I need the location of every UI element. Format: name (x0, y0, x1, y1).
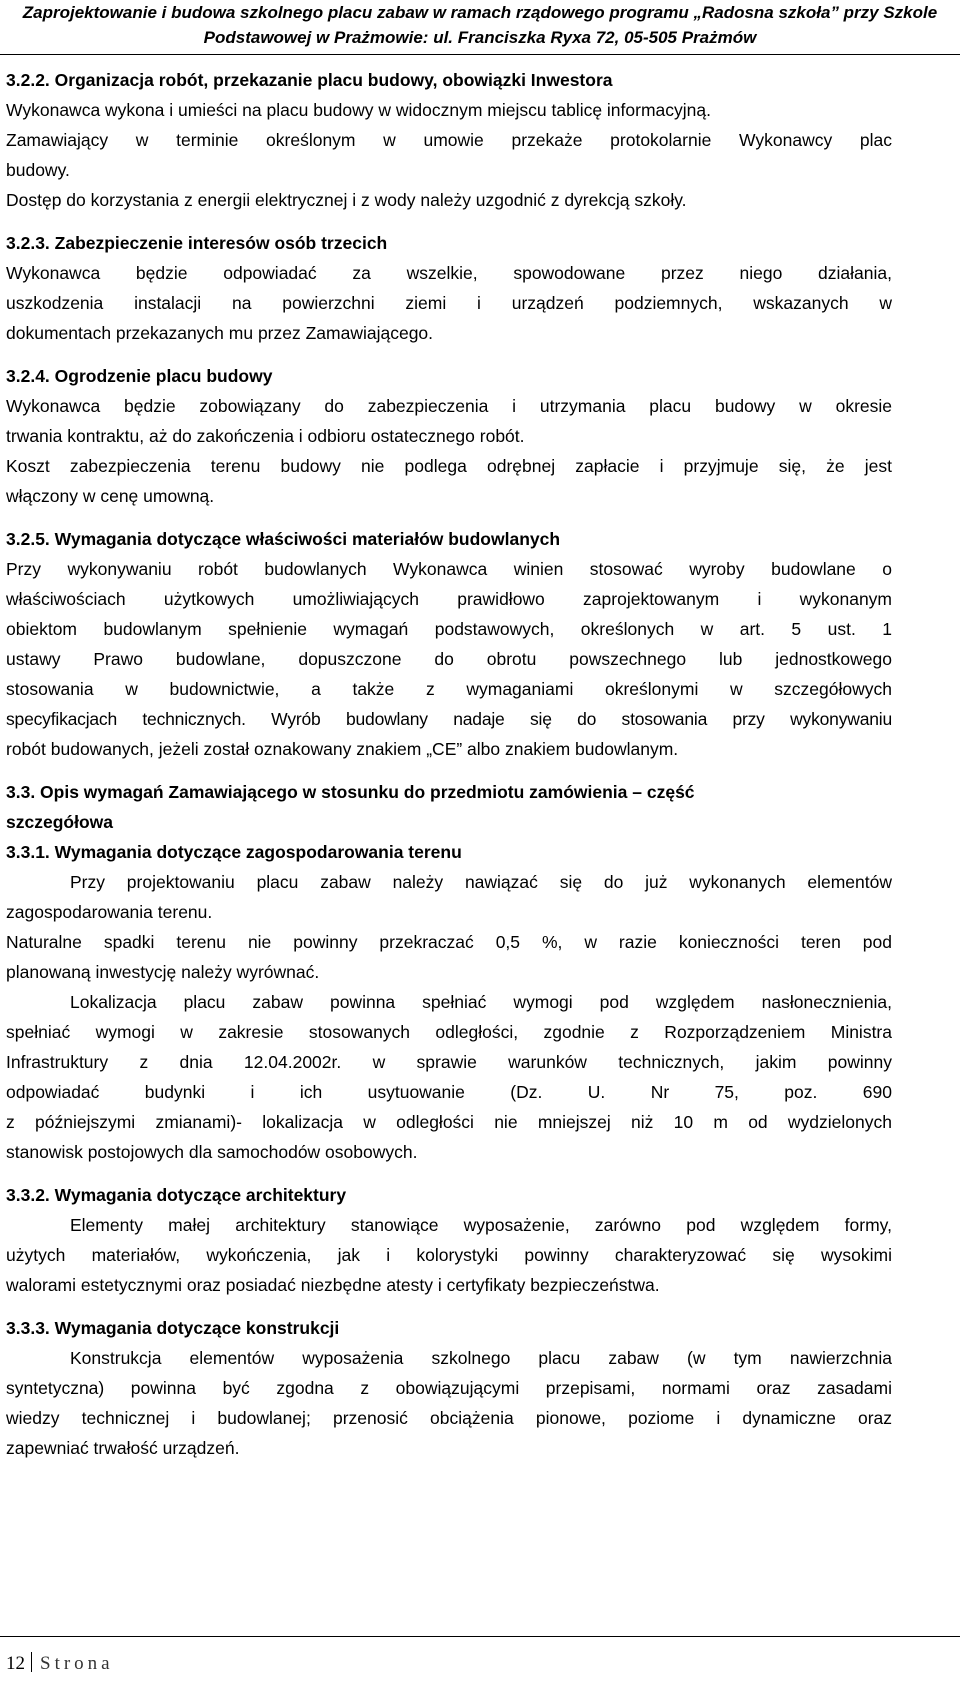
header-divider (0, 54, 960, 55)
paragraph-line: syntetyczna) powinna być zgodna z obowiązującymi przepisami, normami oraz zasadami (6, 1378, 892, 1398)
paragraph-line: z późniejszymi zmianami)- lokalizacja w odległości nie mniejszej niż 10 m od wydzielonych (6, 1112, 892, 1132)
paragraph-line: trwania kontraktu, aż do zakończenia i odbioru ostatecznego robót. (6, 426, 525, 446)
section-heading: 3.3.2. Wymagania dotyczące architektury (6, 1185, 347, 1205)
page-footer (6, 1652, 114, 1676)
section-3-2-2 (6, 65, 892, 215)
section-3-2-3 (6, 228, 892, 348)
paragraph-line: Przy wykonywaniu robót budowlanych Wykonawca winien stosować wyroby budowlane o (6, 559, 892, 579)
page-header (0, 0, 960, 50)
paragraph-line: budowy. (6, 160, 70, 180)
document-body (6, 65, 892, 1463)
paragraph-line: spełniać wymogi w zakresie stosowanych odległości, zgodnie z Rozporządzeniem Ministra (6, 1022, 892, 1042)
section-3-3 (6, 777, 892, 837)
section-heading: 3.3.3. Wymagania dotyczące konstrukcji (6, 1318, 340, 1338)
section-heading: 3.2.2. Organizacja robót, przekazanie placu budowy, obowiązki Inwestora (6, 70, 613, 90)
footer-divider (0, 1636, 960, 1637)
paragraph-line: Lokalizacja placu zabaw powinna spełniać wymogi pod względem nasłonecznienia, (70, 992, 892, 1012)
paragraph-line: użytych materiałów, wykończenia, jak i kolorystyki powinny charakteryzować się wysokimi (6, 1245, 892, 1265)
spacer (6, 1300, 892, 1313)
spacer (6, 764, 892, 777)
header-line: Podstawowej w Prażmowie: ul. Franciszka Ryxa 72, 05-505 Prażmów (203, 28, 757, 47)
paragraph-line: wiedzy technicznej i budowlanej; przenosić obciążenia pionowe, poziome i dynamiczne oraz (6, 1408, 892, 1428)
section-3-3-3 (6, 1313, 892, 1463)
paragraph-line: walorami estetycznymi oraz posiadać niezbędne atesty i certyfikaty bezpieczeństwa. (6, 1275, 660, 1295)
paragraph-line: dokumentach przekazanych mu przez Zamawiającego. (6, 323, 434, 343)
paragraph-line: Wykonawca wykona i umieści na placu budowy w widocznym miejscu tablicę informacyjną. (6, 100, 711, 120)
spacer (6, 215, 892, 228)
page-label: Strona (40, 1653, 114, 1674)
section-heading: 3.2.5. Wymagania dotyczące właściwości materiałów budowlanych (6, 529, 561, 549)
paragraph-line: Wykonawca będzie odpowiadać za wszelkie, spowodowane przez niego działania, (6, 263, 892, 283)
paragraph-line: stanowisk postojowych dla samochodów osobowych. (6, 1142, 418, 1162)
paragraph-line: ustawy Prawo budowlane, dopuszczone do obrotu powszechnego lub jednostkowego (6, 649, 892, 669)
spacer (6, 1167, 892, 1180)
paragraph-line: Konstrukcja elementów wyposażenia szkolnego placu zabaw (w tym nawierzchnia (70, 1348, 892, 1368)
paragraph-line: Dostęp do korzystania z energii elektrycznej i z wody należy uzgodnić z dyrekcją szkoły. (6, 190, 687, 210)
paragraph-line: Elementy małej architektury stanowiące wyposażenie, zarówno pod względem formy, (70, 1215, 892, 1235)
paragraph-line: planowaną inwestycję należy wyrównać. (6, 962, 320, 982)
paragraph-line: Naturalne spadki terenu nie powinny przekraczać 0,5 %, w razie konieczności teren pod (6, 932, 892, 952)
paragraph-line: Koszt zabezpieczenia terenu budowy nie podlega odrębnej zapłacie i przyjmuje się, że jest (6, 456, 892, 476)
paragraph-line: robót budowanych, jeżeli został oznakowany znakiem „CE” albo znakiem budowlanym. (6, 739, 679, 759)
paragraph-line: specyfikacjach technicznych. Wyrób budowlany nadaje się do stosowania przy wykonywaniu (6, 709, 892, 729)
paragraph-line: obiektom budowlanym spełnienie wymagań podstawowych, określonych w art. 5 ust. 1 (6, 619, 892, 639)
spacer (6, 348, 892, 361)
section-heading: 3.2.4. Ogrodzenie placu budowy (6, 366, 273, 386)
section-heading: 3.2.3. Zabezpieczenie interesów osób trzecich (6, 233, 388, 253)
section-3-2-4 (6, 361, 892, 511)
paragraph-line: właściwościach użytkowych umożliwiających prawidłowo zaprojektowanym i wykonanym (6, 589, 892, 609)
header-line: Zaprojektowanie i budowa szkolnego placu zabaw w ramach rządowego programu „Radosna szkoła” przy Szkole (22, 3, 938, 22)
footer-separator (31, 1652, 32, 1672)
section-heading: 3.3.1. Wymagania dotyczące zagospodarowania terenu (6, 842, 462, 862)
paragraph-line: stosowania w budownictwie, a także z wymaganiami określonymi w szczegółowych (6, 679, 892, 699)
paragraph-line: Infrastruktury z dnia 12.04.2002r. w sprawie warunków technicznych, jakim powinny (6, 1052, 892, 1072)
section-3-2-5 (6, 524, 892, 764)
paragraph-line: zagospodarowania terenu. (6, 902, 213, 922)
section-heading: 3.3. Opis wymagań Zamawiającego w stosunku do przedmiotu zamówienia – część (6, 782, 695, 802)
paragraph-line: Zamawiający w terminie określonym w umowie przekaże protokolarnie Wykonawcy plac (6, 130, 892, 150)
paragraph-line: odpowiadać budynki i ich usytuowanie (Dz. U. Nr 75, poz. 690 (6, 1082, 892, 1102)
section-3-3-2 (6, 1180, 892, 1300)
paragraph-line: zapewniać trwałość urządzeń. (6, 1438, 240, 1458)
paragraph-line: Przy projektowaniu placu zabaw należy nawiązać się do już wykonanych elementów (70, 872, 892, 892)
paragraph-line: uszkodzenia instalacji na powierzchni ziemi i urządzeń podziemnych, wskazanych w (6, 293, 892, 313)
section-3-3-1 (6, 837, 892, 1167)
paragraph-line: Wykonawca będzie zobowiązany do zabezpieczenia i utrzymania placu budowy w okresie (6, 396, 892, 416)
page-number: 12 (6, 1653, 25, 1674)
section-heading: szczegółowa (6, 812, 113, 832)
spacer (6, 511, 892, 524)
paragraph-line: włączony w cenę umowną. (6, 486, 215, 506)
